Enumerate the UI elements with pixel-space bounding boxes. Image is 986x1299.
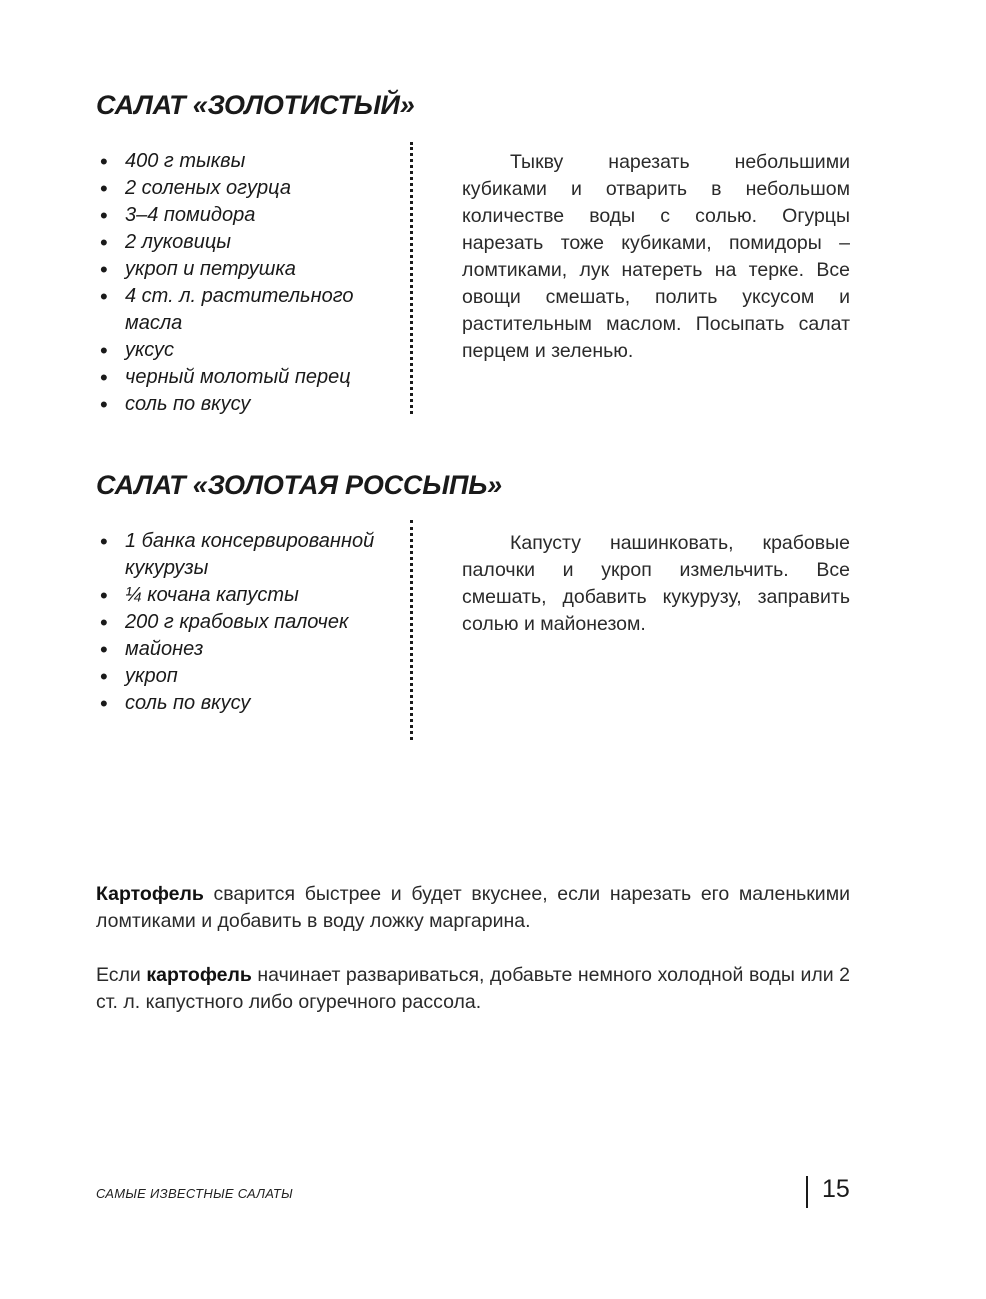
tip-lead: Если — [96, 964, 147, 986]
tip-keyword: Картофель — [96, 883, 204, 905]
ingredient-item: • ¼ кочана капусты — [100, 582, 390, 609]
ingredient-list-zolotisty — [100, 148, 390, 418]
ingredient-item: • соль по вкусу — [100, 690, 390, 717]
recipe-method-zolotisty: Тыкву нарезать небольшими кубиками и отварить в небольшом количестве воды с солью. Огурцы нарезать тоже кубиками, помидоры – ломтиками, лук натереть на терке. Все овощи смешать, полить уксусом и растительным маслом. Посыпать салат перцем и зеленью. — [462, 151, 850, 362]
ingredient-item: • 1 банка консервированной кукурузы — [100, 528, 390, 582]
ingredient-item: • черный молотый перец — [100, 364, 390, 391]
tip-paragraph — [96, 881, 850, 935]
ingredient-item: • 3–4 помидора — [100, 202, 390, 229]
recipe-title-zolotaya-rossyp: САЛАТ «ЗОЛОТАЯ РОССЫПЬ» — [96, 470, 502, 500]
tip-paragraph — [96, 962, 850, 1016]
ingredient-item: • соль по вкусу — [100, 391, 390, 418]
ingredient-item: • 200 г крабовых палочек — [100, 609, 390, 636]
tip-text: начинает развариваться, добавьте немного холодной воды или 2 ст. л. капустного либо огуречного рассола. — [96, 964, 850, 1013]
recipe-title-zolotisty: САЛАТ «ЗОЛОТИСТЫЙ» — [96, 90, 415, 120]
tip-keyword: картофель — [146, 964, 252, 986]
ingredient-item: • 4 ст. л. растительного масла — [100, 283, 390, 337]
ingredient-item: • укроп и петрушка — [100, 256, 390, 283]
ingredient-item: • уксус — [100, 337, 390, 364]
page-number: 15 — [822, 1175, 850, 1203]
recipe-method-zolotaya-rossyp: Капусту нашинковать, крабовые палочки и укроп измельчить. Все смешать, добавить кукурузу, заправить солью и майонезом. — [462, 532, 850, 635]
dotted-divider — [410, 142, 413, 414]
ingredient-item: • укроп — [100, 663, 390, 690]
footer-rule — [806, 1176, 808, 1208]
ingredient-item: • 2 луковицы — [100, 229, 390, 256]
ingredient-list-zolotaya-rossyp — [100, 528, 390, 717]
footer-section-title: САМЫЕ ИЗВЕСТНЫЕ САЛАТЫ — [96, 1186, 293, 1201]
tip-text: сварится быстрее и будет вкуснее, если нарезать его маленькими ломтиками и добавить в воду ложку маргарина. — [96, 883, 850, 932]
ingredient-item: • майонез — [100, 636, 390, 663]
ingredient-item: • 400 г тыквы — [100, 148, 390, 175]
dotted-divider — [410, 520, 413, 740]
ingredient-item: • 2 соленых огурца — [100, 175, 390, 202]
